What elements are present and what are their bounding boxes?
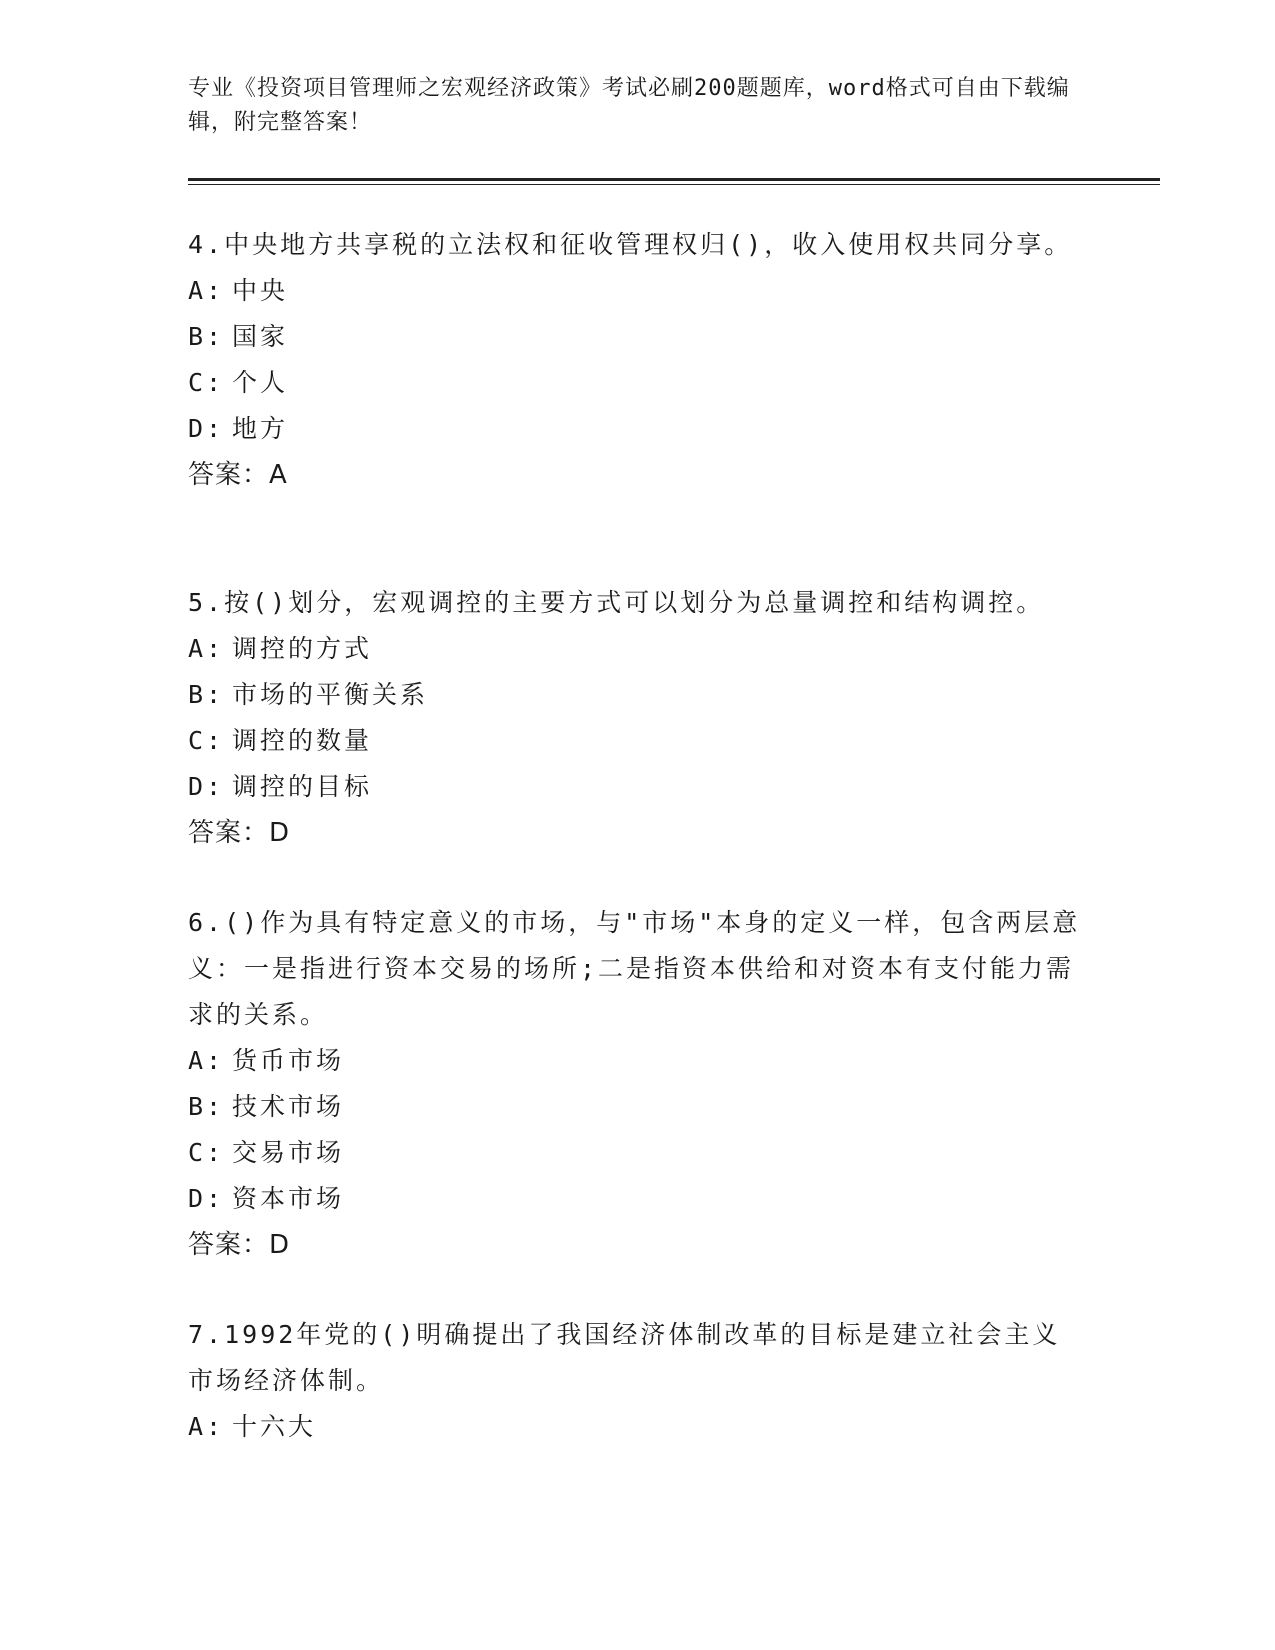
document-header: 专业《投资项目管理师之宏观经济政策》考试必刷200题题库，word格式可自由下载编辑，附完整答案！	[188, 76, 1070, 135]
option-a	[188, 1038, 1088, 1084]
option-a	[188, 626, 1088, 672]
option-text: 调控的数量	[232, 726, 373, 755]
option-b	[188, 314, 1088, 360]
option-text: 地方	[232, 414, 289, 443]
question-6	[188, 900, 1088, 1268]
answer: 答案：A	[188, 460, 288, 490]
option-text: 个人	[232, 368, 289, 397]
option-key: A:	[188, 634, 225, 663]
option-key: D:	[188, 414, 225, 443]
option-c	[188, 360, 1088, 406]
option-text: 调控的方式	[232, 634, 373, 663]
question-stem: 7.1992年党的()明确提出了我国经济体制改革的目标是建立社会主义市场经济体制。	[188, 1320, 1061, 1395]
option-a	[188, 1404, 1088, 1450]
option-key: A:	[188, 1412, 225, 1441]
option-key: A:	[188, 276, 225, 305]
option-text: 国家	[232, 322, 289, 351]
question-stem: 4.中央地方共享税的立法权和征收管理权归()，收入使用权共同分享。	[188, 230, 1073, 259]
option-key: B:	[188, 1092, 225, 1121]
option-c	[188, 718, 1088, 764]
option-text: 市场的平衡关系	[232, 680, 429, 709]
answer: 答案：D	[188, 1230, 291, 1260]
option-key: C:	[188, 368, 225, 397]
option-b	[188, 672, 1088, 718]
question-stem: 5.按()划分，宏观调控的主要方式可以划分为总量调控和结构调控。	[188, 588, 1045, 617]
option-text: 调控的目标	[232, 772, 373, 801]
option-key: C:	[188, 726, 225, 755]
option-a	[188, 268, 1088, 314]
answer: 答案：D	[188, 818, 291, 848]
option-text: 资本市场	[232, 1184, 345, 1213]
header-divider-thick	[188, 178, 1160, 181]
option-text: 技术市场	[232, 1092, 345, 1121]
option-key: B:	[188, 322, 225, 351]
header-divider-thin	[188, 184, 1160, 185]
option-c	[188, 1130, 1088, 1176]
option-text: 中央	[232, 276, 289, 305]
question-stem: 6.()作为具有特定意义的市场，与"市场"本身的定义一样，包含两层意义：一是指进行资本交易的场所;二是指资本供给和对资本有支付能力需求的关系。	[188, 908, 1081, 1029]
option-key: D:	[188, 1184, 225, 1213]
question-7	[188, 1312, 1088, 1450]
option-d	[188, 764, 1088, 810]
option-text: 十六大	[232, 1412, 317, 1441]
option-d	[188, 1176, 1088, 1222]
option-text: 货币市场	[232, 1046, 345, 1075]
option-d	[188, 406, 1088, 452]
question-4	[188, 222, 1088, 498]
option-b	[188, 1084, 1088, 1130]
option-key: D:	[188, 772, 225, 801]
option-key: B:	[188, 680, 225, 709]
option-text: 交易市场	[232, 1138, 345, 1167]
question-5	[188, 580, 1088, 856]
option-key: C:	[188, 1138, 225, 1167]
option-key: A:	[188, 1046, 225, 1075]
